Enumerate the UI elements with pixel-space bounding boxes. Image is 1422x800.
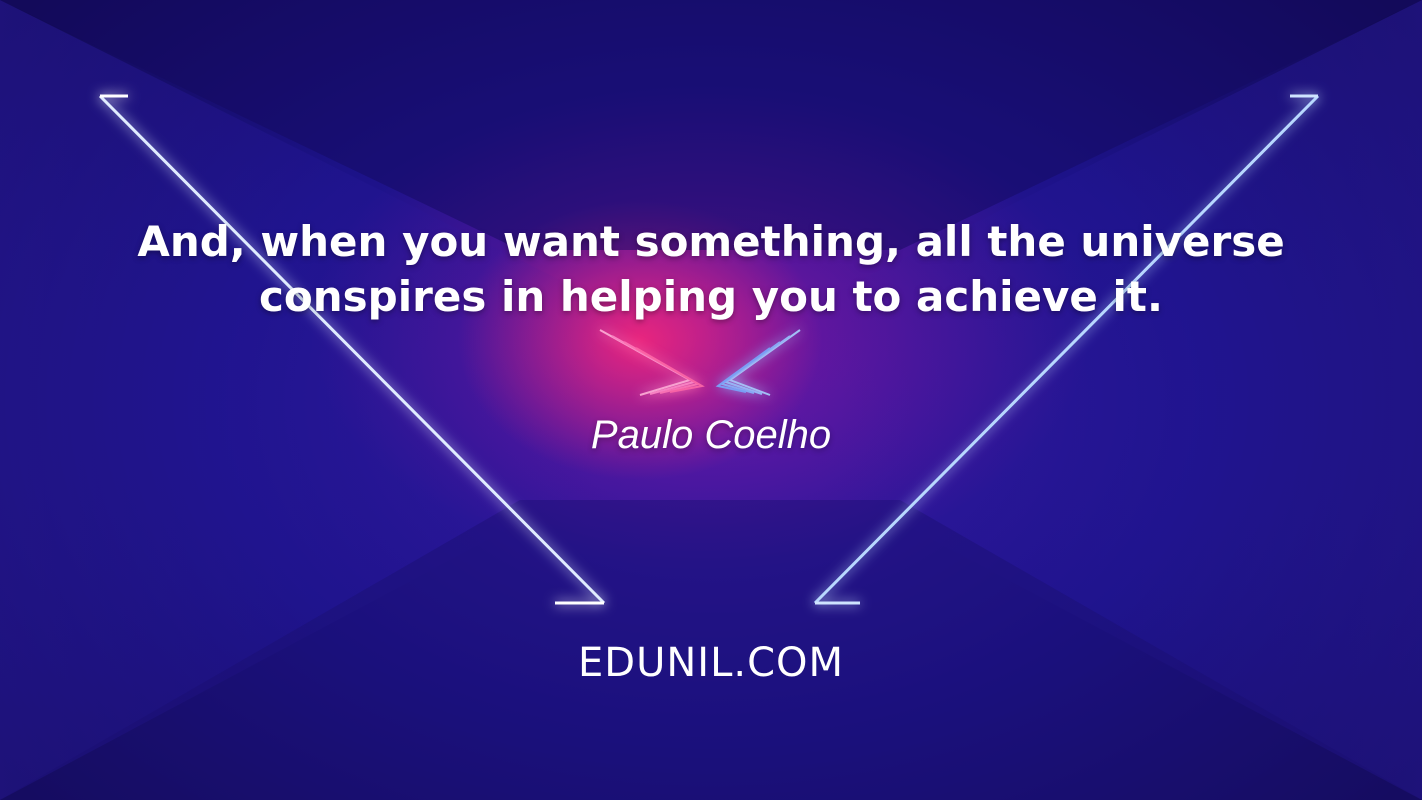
quote-line-1: And, when you want something, all the universe [137,217,1285,266]
quote-line-2: conspires in helping you to achieve it. [259,272,1163,321]
quote-text [60,214,1362,324]
quote-author: Paulo Coelho [590,413,832,457]
site-brand: EDUNIL.COM [578,640,844,686]
